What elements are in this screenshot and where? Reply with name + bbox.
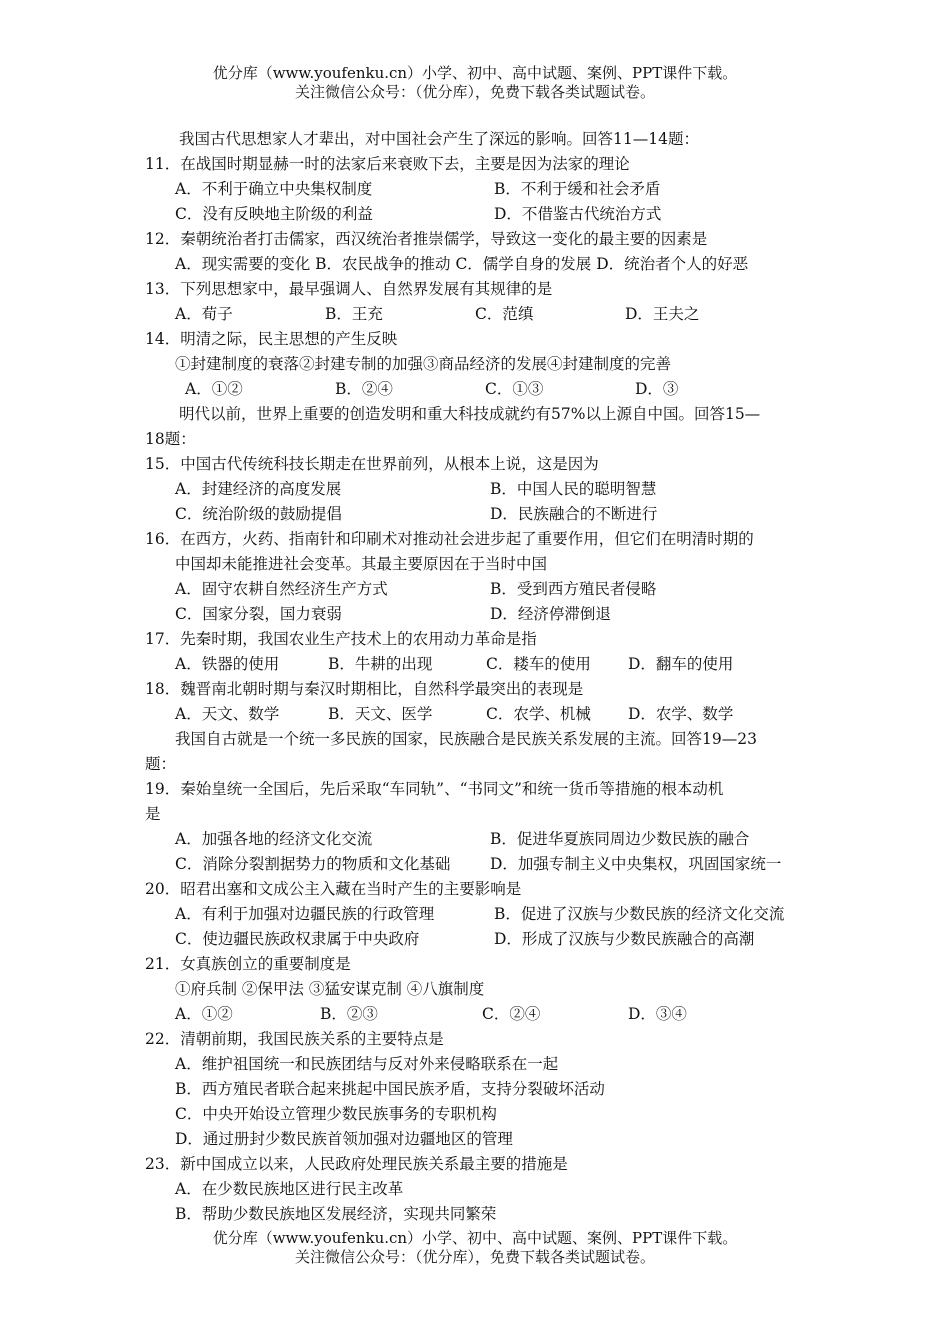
q13-option-b: B．王充 — [325, 305, 383, 323]
question-11-options-row-1 — [145, 177, 810, 202]
question-11-stem: 11．在战国时期显赫一时的法家后来衰败下去，主要是因为法家的理论 — [145, 155, 630, 173]
q14-option-b: B．②④ — [335, 380, 393, 398]
question-17-stem: 17．先秦时期，我国农业生产技术上的农用动力革命是指 — [145, 630, 537, 648]
q23-option-b: B．帮助少数民族地区发展经济，实现共同繁荣 — [175, 1205, 497, 1223]
question-15-options-row-1 — [145, 477, 810, 502]
q14-option-c: C．①③ — [485, 380, 544, 398]
q11-option-d: D．不借鉴古代统治方式 — [493, 205, 662, 223]
question-16-options-row-1 — [145, 577, 810, 602]
q21-option-c: C．②④ — [482, 1005, 541, 1023]
q23-option-a: A．在少数民族地区进行民主改革 — [175, 1180, 404, 1198]
page-footer — [0, 1229, 950, 1267]
question-14-options — [145, 377, 810, 402]
question-13-stem: 13．下列思想家中，最早强调人、自然界发展有其规律的是 — [145, 280, 553, 298]
q19-option-b: B．促进华夏族同周边少数民族的融合 — [490, 830, 750, 848]
q20-option-b: B．促进了汉族与少数民族的经济文化交流 — [493, 905, 785, 923]
q18-option-c: C．农学、机械 — [486, 705, 591, 723]
question-16-options-row-2 — [145, 602, 810, 627]
q14-option-a: A．①② — [185, 380, 243, 398]
q15-option-c: C．统治阶级的鼓励提倡 — [175, 505, 342, 523]
q11-option-b: B．不利于缓和社会矛盾 — [493, 180, 661, 198]
footer-line-2: 关注微信公众号：（优分库），免费下载各类试题试卷。 — [294, 1248, 655, 1266]
q15-option-b: B．中国人民的聪明智慧 — [490, 480, 657, 498]
section-intro-19-23-line-2: 题： — [145, 755, 177, 773]
q21-option-b: B．②③ — [320, 1005, 378, 1023]
q11-option-a: A．不利于确立中央集权制度 — [175, 180, 373, 198]
q18-option-a: A．天文、数学 — [175, 705, 280, 723]
section-intro-15-18-line-1: 明代以前，世界上重要的创造发明和重大科技成就约有57%以上源自中国。回答15— — [179, 405, 761, 423]
q17-option-b: B．牛耕的出现 — [328, 655, 433, 673]
question-14-stem: 14．明清之际，民主思想的产生反映 — [145, 330, 398, 348]
q19-option-a: A．加强各地的经济文化交流 — [175, 830, 373, 848]
question-16-stem-line-1: 16．在西方，火药、指南针和印刷术对推动社会进步起了重要作用，但它们在明清时期的 — [145, 530, 754, 548]
exam-content — [145, 127, 810, 1227]
question-19-options-row-1 — [145, 827, 810, 852]
q16-option-d: D．经济停滞倒退 — [490, 605, 611, 623]
section-intro-11-14: 我国古代思想家人才辈出，对中国社会产生了深远的影响。回答11—14题： — [179, 130, 699, 148]
q14-option-d: D．③ — [635, 380, 679, 398]
question-21-options — [145, 1002, 810, 1027]
q17-option-a: A．铁器的使用 — [175, 655, 280, 673]
question-22-stem: 22．清朝前期，我国民族关系的主要特点是 — [145, 1030, 444, 1048]
question-13-options — [145, 302, 810, 327]
q19-option-c: C．消除分裂割据势力的物质和文化基础 — [175, 855, 451, 873]
q13-option-d: D．王夫之 — [625, 305, 700, 323]
q16-option-c: C．国家分裂，国力衰弱 — [175, 605, 342, 623]
q22-option-b: B．西方殖民者联合起来挑起中国民族矛盾，支持分裂破坏活动 — [175, 1080, 605, 1098]
q13-option-c: C．范缜 — [475, 305, 534, 323]
q15-option-d: D．民族融合的不断进行 — [490, 505, 658, 523]
q15-option-a: A．封建经济的高度发展 — [175, 480, 342, 498]
question-19-stem-line-1: 19．秦始皇统一全国后，先后采取“车同轨”、“书同文”和统一货币等措施的根本动机 — [145, 780, 724, 798]
header-line-1: 优分库（www.youfenku.cn）小学、初中、高中试题、案例、PPT课件下载。 — [212, 64, 738, 82]
q17-option-d: D．翻车的使用 — [628, 655, 734, 673]
q22-option-a: A．维护祖国统一和民族团结与反对外来侵略联系在一起 — [175, 1055, 559, 1073]
footer-line-1: 优分库（www.youfenku.cn）小学、初中、高中试题、案例、PPT课件下载。 — [212, 1229, 738, 1247]
question-21-items: ①府兵制 ②保甲法 ③猛安谋克制 ④八旗制度 — [175, 980, 485, 998]
question-18-options — [145, 702, 810, 727]
question-20-options-row-2 — [145, 927, 810, 952]
q13-option-a: A．荀子 — [175, 305, 233, 323]
q20-option-d: D．形成了汉族与少数民族融合的高潮 — [493, 930, 755, 948]
section-intro-19-23-line-1: 我国自古就是一个统一多民族的国家，民族融合是民族关系发展的主流。回答19—23 — [175, 730, 757, 748]
question-11-options-row-2 — [145, 202, 810, 227]
question-17-options — [145, 652, 810, 677]
q20-option-c: C．使边疆民族政权隶属于中央政府 — [175, 930, 420, 948]
q19-option-d: D．加强专制主义中央集权，巩固国家统一 — [490, 855, 782, 873]
q22-option-c: C．中央开始设立管理少数民族事务的专职机构 — [175, 1105, 497, 1123]
question-15-stem: 15．中国古代传统科技长期走在世界前列，从根本上说，这是因为 — [145, 455, 599, 473]
question-16-stem-line-2: 中国却未能推进社会变革。其最主要原因在于当时中国 — [175, 555, 548, 573]
page-header — [0, 64, 950, 102]
question-19-options-row-2 — [145, 852, 810, 877]
question-14-items: ①封建制度的衰落②封建专制的加强③商品经济的发展④封建制度的完善 — [175, 355, 672, 373]
question-15-options-row-2 — [145, 502, 810, 527]
q21-option-a: A．①② — [175, 1005, 233, 1023]
question-20-options-row-1 — [145, 902, 810, 927]
question-12-stem: 12．秦朝统治者打击儒家，西汉统治者推崇儒学，导致这一变化的最主要的因素是 — [145, 230, 708, 248]
question-23-stem: 23．新中国成立以来，人民政府处理民族关系最主要的措施是 — [145, 1155, 568, 1173]
q18-option-d: D．农学、数学 — [628, 705, 734, 723]
question-18-stem: 18．魏晋南北朝时期与秦汉时期相比，自然科学最突出的表现是 — [145, 680, 584, 698]
question-21-stem: 21．女真族创立的重要制度是 — [145, 955, 351, 973]
q22-option-d: D．通过册封少数民族首领加强对边疆地区的管理 — [175, 1130, 513, 1148]
q16-option-a: A．固守农耕自然经济生产方式 — [175, 580, 388, 598]
q21-option-d: D．③④ — [628, 1005, 687, 1023]
q11-option-c: C．没有反映地主阶级的利益 — [175, 205, 373, 223]
header-line-2: 关注微信公众号：（优分库），免费下载各类试题试卷。 — [294, 83, 655, 101]
question-19-stem-line-2: 是 — [145, 805, 161, 823]
q18-option-b: B．天文、医学 — [328, 705, 433, 723]
section-intro-15-18-line-2: 18题： — [145, 430, 196, 448]
q20-option-a: A．有利于加强对边疆民族的行政管理 — [175, 905, 435, 923]
q17-option-c: C．耧车的使用 — [486, 655, 591, 673]
question-20-stem: 20．昭君出塞和文成公主入藏在当时产生的主要影响是 — [145, 880, 522, 898]
q16-option-b: B．受到西方殖民者侵略 — [490, 580, 657, 598]
question-12-options: A．现实需要的变化 B．农民战争的推动 C．儒学自身的发展 D．统治者个人的好恶 — [175, 255, 749, 273]
